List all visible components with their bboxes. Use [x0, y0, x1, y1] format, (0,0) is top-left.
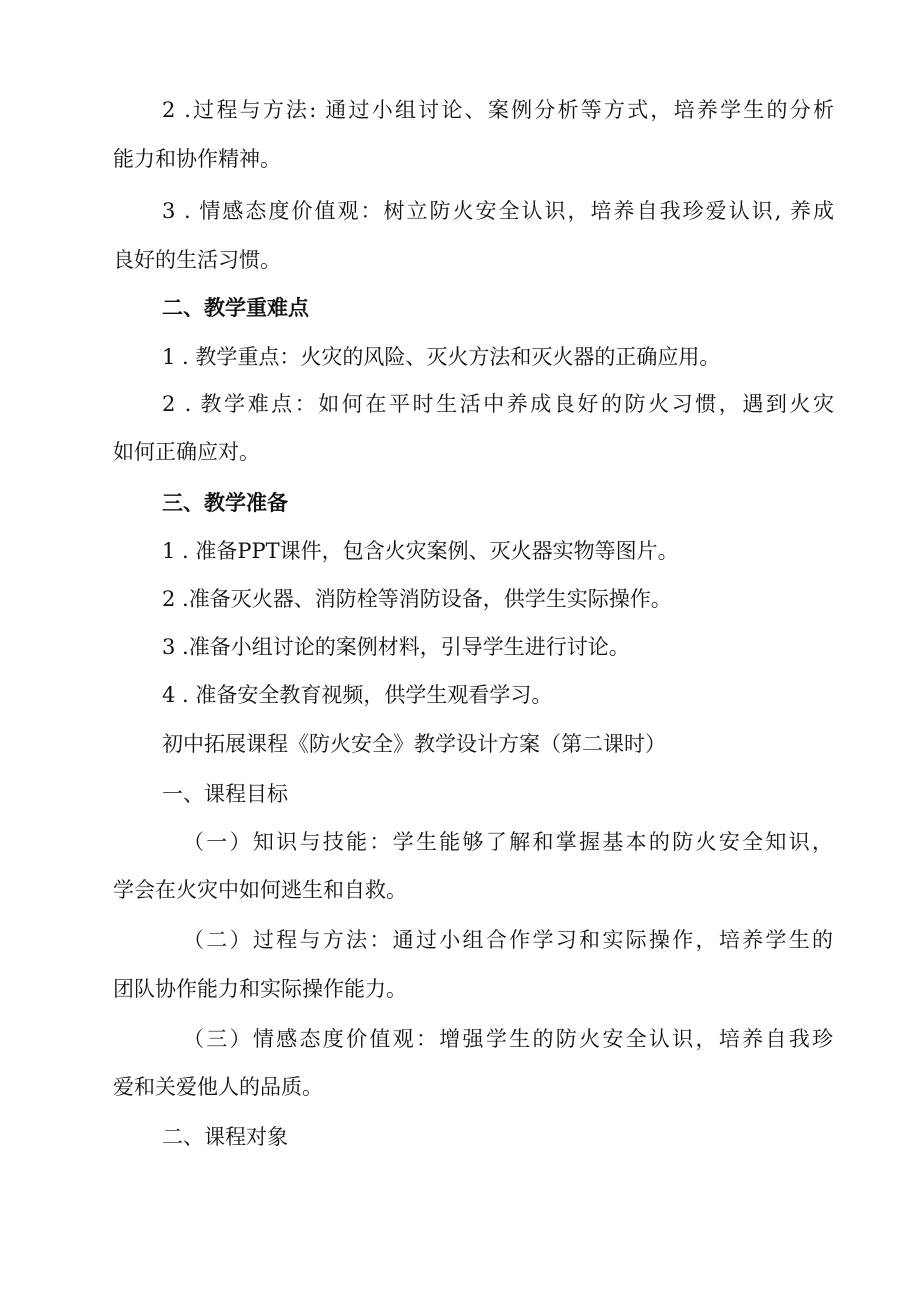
paragraph-process-method-line2: 能力和协作精神。	[113, 147, 281, 171]
paragraph-emotion-values-line1: 3 . 情感态度价值观：树立防火安全认识，培养自我珍爱认识, 养成	[162, 199, 834, 223]
section-heading-teaching-preparation: 三、教学准备	[162, 490, 288, 515]
list-item-teaching-focus: 1 . 教学重点：火灾的风险、灭火方法和灭火器的正确应用。	[162, 345, 721, 369]
list-item-prep-ppt: 1 . 准备PPT课件，包含火灾案例、灭火器实物等图片。	[162, 539, 679, 563]
list-item-teaching-difficulty-line1: 2 . 教学难点：如何在平时生活中养成良好的防火习惯，遇到火灾	[162, 392, 834, 416]
objective-knowledge-skills-line1: （一）知识与技能：学生能够了解和掌握基本的防火安全知识，	[183, 830, 833, 854]
section-heading-course-audience: 二、课程对象	[162, 1125, 288, 1149]
list-item-prep-case-materials: 3 .准备小组讨论的案例材料，引导学生进行讨论。	[162, 635, 630, 659]
objective-emotion-values-line2: 爱和关爱他人的品质。	[113, 1075, 323, 1099]
objective-knowledge-skills-line2: 学会在火灾中如何逃生和自救。	[113, 878, 407, 902]
list-item-prep-equipment: 2 .准备灭火器、消防栓等消防设备，供学生实际操作。	[162, 587, 672, 611]
document-title-second-lesson: 初中拓展课程《防火安全》教学设计方案（第二课时）	[162, 732, 666, 756]
objective-process-method-line2: 团队协作能力和实际操作能力。	[113, 977, 407, 1001]
section-heading-key-difficult-points: 二、教学重难点	[162, 295, 309, 320]
list-item-teaching-difficulty-line2: 如何正确应对。	[113, 440, 260, 464]
section-heading-course-objectives: 一、课程目标	[162, 782, 288, 806]
paragraph-process-method-line1: 2 .过程与方法: 通过小组讨论、案例分析等方式，培养学生的分析	[162, 98, 834, 122]
objective-process-method-line1: （二）过程与方法：通过小组合作学习和实际操作，培养学生的	[183, 928, 833, 952]
paragraph-emotion-values-line2: 良好的生活习惯。	[113, 248, 281, 272]
list-item-prep-video: 4 . 准备安全教育视频，供学生观看学习。	[162, 683, 553, 707]
objective-emotion-values-line1: （三）情感态度价值观：增强学生的防火安全认识，培养自我珍	[183, 1027, 833, 1051]
